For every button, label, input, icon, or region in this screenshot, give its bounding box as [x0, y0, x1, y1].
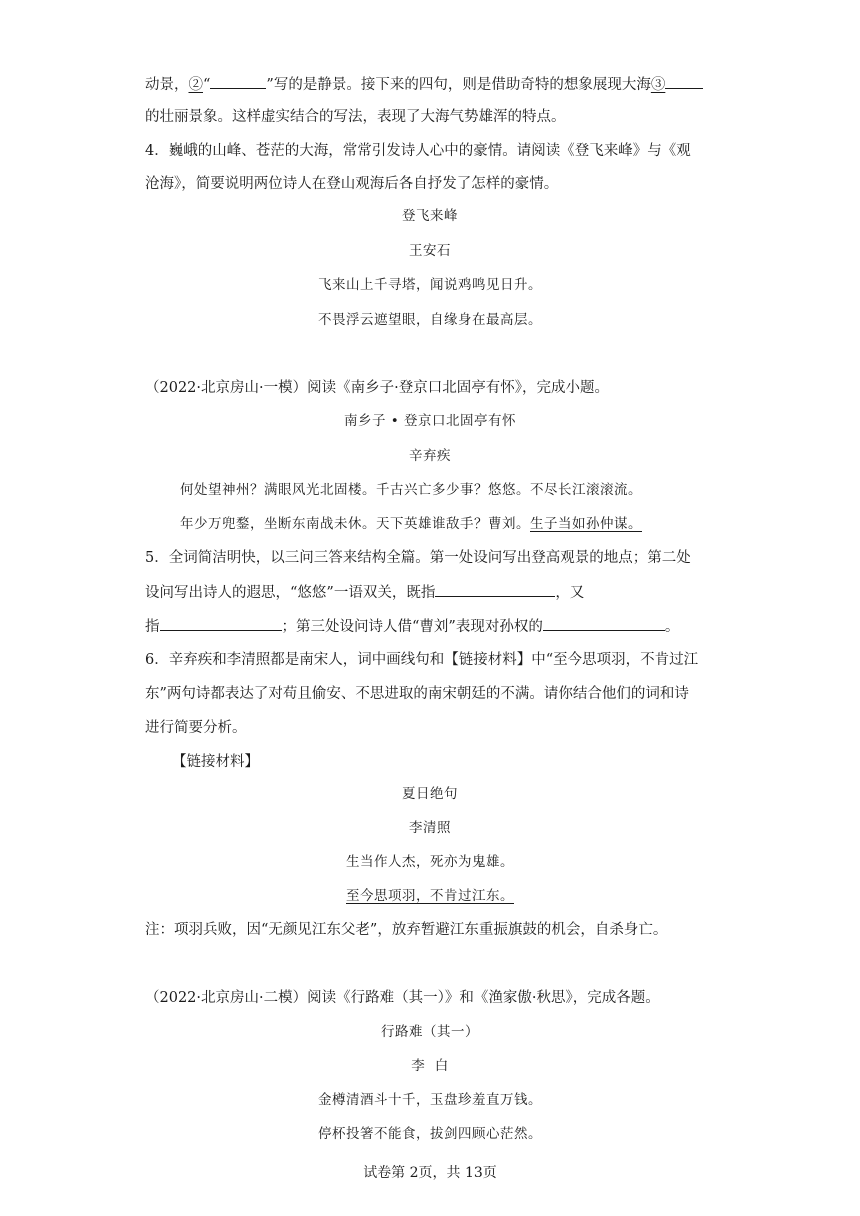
page-footer: 试卷第 2页，共 13页 — [363, 1165, 497, 1181]
q3-quote-open: “ — [203, 77, 211, 93]
poem-author: 辛弃疾 — [409, 448, 451, 464]
q3-text: ”写的是静景。接下来的四句，则是借助奇特的想象展现大海 — [266, 77, 651, 93]
poem-author: 李清照 — [409, 820, 451, 836]
q5-text: ；第三处设问诗人借“曹刘”表现对孙权的 — [281, 619, 543, 635]
q3-line-2: 的壮丽景象。这样虚实结合的写法，表现了大海气势雄浑的特点。 — [145, 109, 566, 125]
answer-blank-2[interactable] — [210, 74, 266, 89]
poem-line-2: 不畏浮云遮望眼，自缘身在最高层。 — [318, 312, 542, 328]
poem-note: 注：项羽兵败，因“无颜见江东父老”，放弃暂避江东重振旗鼓的机会，自杀身亡。 — [145, 922, 668, 938]
ci-text: 年少万兜鍪，坐断东南战未休。天下英雄谁敌手？曹刘。 — [180, 516, 530, 532]
q5-text: ，又 — [555, 585, 585, 601]
poem-author: 李 白 — [411, 1058, 449, 1074]
question-4-line-2: 沧海》，简要说明两位诗人在登山观海后各自抒发了怎样的豪情。 — [145, 176, 559, 192]
answer-blank[interactable] — [160, 616, 282, 631]
question-4-line-1: 4．巍峨的山峰、苍茫的大海，常常引发诗人心中的豪情。请阅读《登飞来峰》与《观 — [145, 143, 691, 159]
poem-title: 登飞来峰 — [402, 208, 458, 224]
link-material-label: 【链接材料】 — [172, 754, 259, 770]
question-5-line-2 — [145, 582, 725, 603]
q3-text: 动景， — [145, 77, 189, 93]
section-intro: （2022·北京房山·一模）阅读《南乡子·登京口北固亭有怀》，完成小题。 — [145, 380, 609, 396]
q5-text: 设问写出诗人的遐思，“悠悠”一语双关，既指 — [145, 585, 436, 601]
q5-text: 。 — [664, 619, 680, 635]
section-intro: （2022·北京房山·二模）阅读《行路难（其一）》和《渔家傲·秋思》，完成各题。 — [145, 990, 660, 1006]
answer-blank[interactable] — [435, 582, 555, 597]
poem-line-1: 金樽清酒斗十千，玉盘珍羞直万钱。 — [318, 1092, 542, 1108]
answer-blank-3[interactable] — [665, 74, 703, 89]
underlined-line: 生子当如孙仲谋。 — [530, 516, 642, 532]
poem-title: 南乡子 • 登京口北固亭有怀 — [343, 413, 517, 429]
question-5-line-1: 5．全词简洁明快，以三问三答来结构全篇。第一处设问写出登高观景的地点；第二处 — [145, 550, 691, 566]
poem-line-1: 生当作人杰，死亦为鬼雄。 — [346, 854, 514, 870]
q5-text: 指 — [145, 619, 160, 635]
question-5-line-3 — [145, 616, 725, 637]
poem-line-2-underlined — [145, 886, 715, 906]
question-6-line-2: 东”两句诗都表达了对苟且偷安、不思进取的南宋朝廷的不满。请你结合他们的词和诗 — [145, 686, 689, 702]
poem-line-1: 飞来山上千寻塔，闻说鸡鸣见日升。 — [318, 277, 542, 293]
poem-title: 夏日绝句 — [402, 786, 458, 802]
q3-line-1 — [145, 74, 725, 95]
question-6-line-3: 进行简要分析。 — [145, 720, 247, 736]
ci-line-1: 何处望神州？满眼风光北固楼。千古兴亡多少事？悠悠。不尽长江滚滚流。 — [180, 482, 642, 498]
circle-number-3: ③ — [650, 77, 666, 93]
poem-author: 王安石 — [409, 243, 451, 259]
poem-title: 行路难（其一） — [381, 1024, 479, 1040]
poem-line-2: 停杯投箸不能食，拔剑四顾心茫然。 — [318, 1126, 542, 1142]
ci-line-2 — [180, 514, 760, 534]
answer-blank[interactable] — [543, 616, 665, 631]
underlined-line: 至今思项羽，不肯过江东。 — [346, 888, 514, 904]
circle-number-2: ② — [188, 77, 203, 93]
question-6-line-1: 6．辛弃疾和李清照都是南宋人，词中画线句和【链接材料】中“至今思项羽，不肯过江 — [145, 652, 699, 668]
